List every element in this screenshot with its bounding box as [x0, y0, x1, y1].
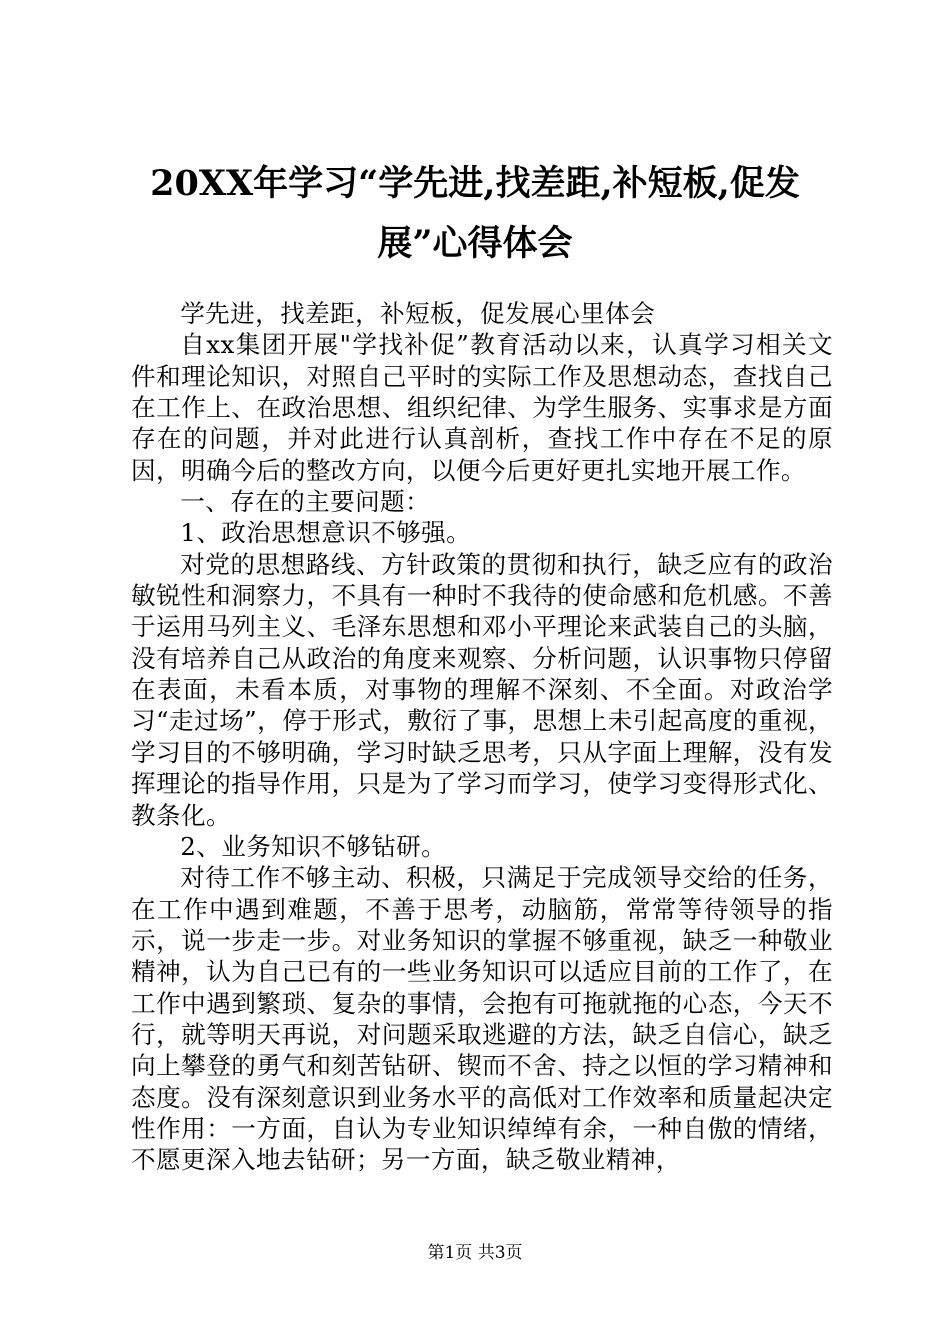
subheading-political: 1、政治思想意识不够强。 — [180, 518, 472, 548]
subheading-business: 2、业务知识不够钻研。 — [180, 831, 447, 861]
section-heading-problems: 一、存在的主要问题： — [180, 487, 431, 517]
subtitle-paragraph: 学先进，找差距，补短板，促发展心里体会 — [180, 299, 656, 328]
page-footer: 第1页 共3页 — [427, 1243, 523, 1263]
intro-paragraph: 自xx集团开展"学找补促”教育活动以来，认真学习相关文件和理论知识，对照自己平时的实际工作及思想动态，查找自己在工作上、在政治思想、组织纪律、为学生服务、实事求是方面存在的问题，并对此进行认真剖析，查找工作中存在不足的原因，明确今后的整改方向，以便今后更好更扎实地开展工作。 — [131, 330, 833, 485]
political-paragraph: 对党的思想路线、方针政策的贯彻和执行，缺乏应有的政治敏锐性和洞察力，不具有一种时不我待的使命感和危机感。不善于运用马列主义、毛泽东思想和邓小平理论来武装自己的头脑，没有培养自己从政治的角度来观察、分析问题，认识事物只停留在表面，未看本质，对事物的理解不深刻、不全面。对政治学习“走过场”，停于形式，敷衍了事，思想上未引起高度的重视，学习目的不够明确，学习时缺乏思考，只从字面上理解，没有发挥理论的指导作用，只是为了学习而学习，使学习变得形式化、教条化。 — [131, 549, 833, 830]
document-title-line-1: 20XX年学习“学先进,找差距,补短板,促发 — [150, 163, 800, 204]
business-paragraph: 对待工作不够主动、积极，只满足于完成领导交给的任务，在工作中遇到难题，不善于思考，动脑筋，常常等待领导的指示，说一步走一步。对业务知识的掌握不够重视，缺乏一种敬业精神，认为自己已有的一些业务知识可以适应目前的工作了，在工作中遇到繁琐、复杂的事情，会抱有可拖就拖的心态，今天不行，就等明天再说，对问题采取逃避的方法，缺乏自信心，缺乏向上攀登的勇气和刻苦钻研、锲而不舍、持之以恒的学习精神和态度。没有深刻意识到业务水平的高低对工作效率和质量起决定性作用：一方面，自认为专业知识绰绰有余，一种自傲的情绪，不愿更深入地去钻研；另一方面，缺乏敬业精神， — [131, 863, 833, 1175]
document-body — [131, 298, 833, 1176]
document-title-line-2: 展”心得体会 — [377, 223, 573, 264]
